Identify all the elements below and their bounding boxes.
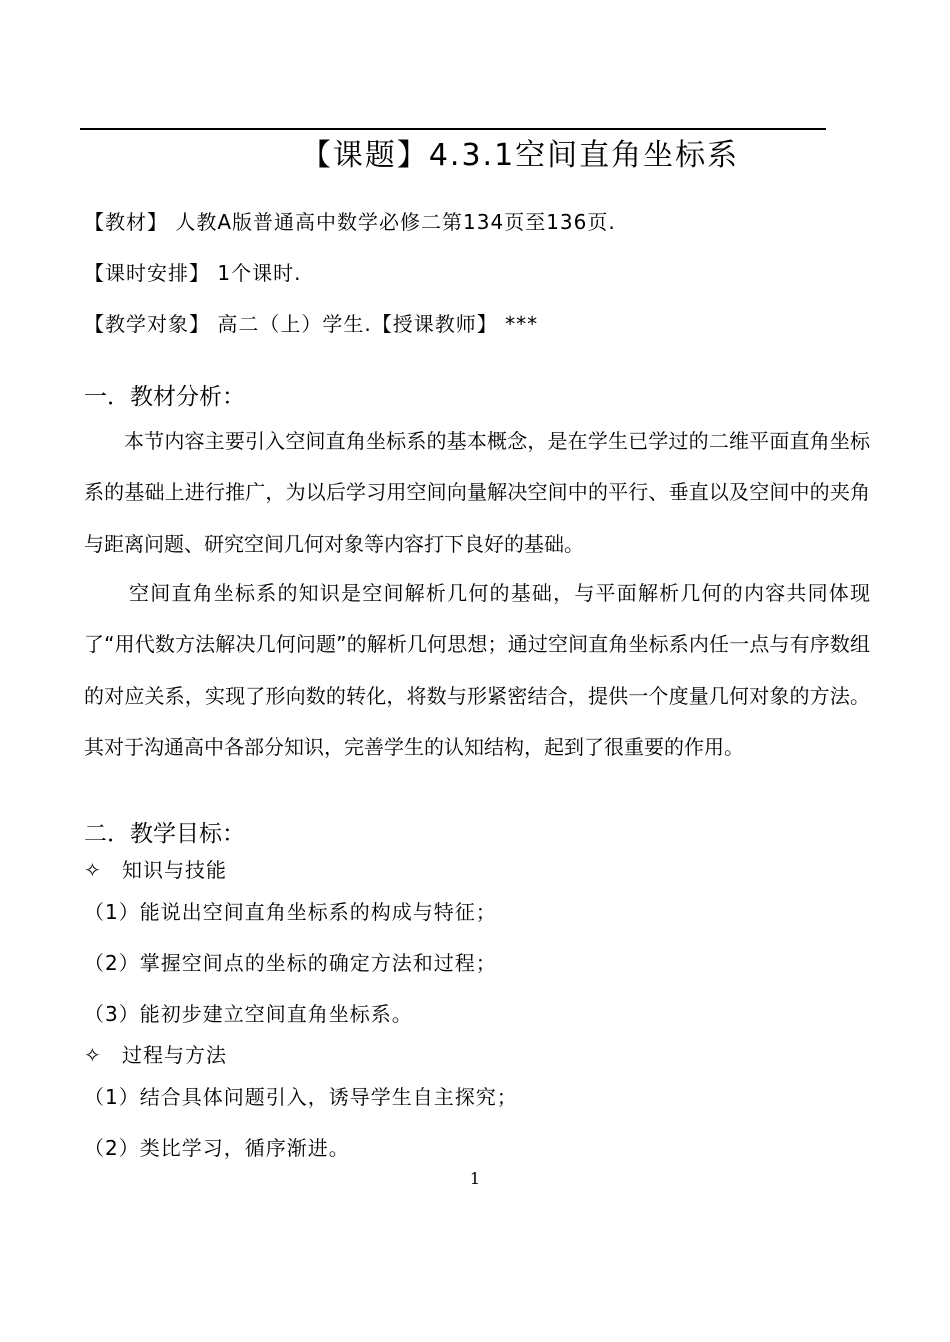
goal-item: （1）结合具体问题引入，诱导学生自主探究； (84, 1085, 518, 1109)
goal-item: （2）掌握空间点的坐标的确定方法和过程； (84, 951, 497, 975)
goal-group-label: 知识与技能 (122, 858, 227, 882)
sparkle-bullet-icon: ✧ (84, 858, 102, 882)
analysis-paragraph-2: 空间直角坐标系的知识是空间解析几何的基础，与平面解析几何的内容共同体现了“用代数方法解决几何问题”的解析几何思想；通过空间直角坐标系内任一点与有序数组的对应关系，实现了形向数的转化，将数与形紧密结合，提供一个度量几何对象的方法。其对于沟通高中各部分知识，完善学生的认知结构，起到了很重要的作用。 (84, 581, 870, 760)
textbook-info: 【教材】 人教A版普通高中数学必修二第134页至136页. (84, 210, 616, 234)
lesson-title: 【课题】4.3.1空间直角坐标系 (300, 138, 740, 173)
title-rule (80, 128, 826, 130)
goal-group-knowledge-skills (84, 856, 227, 884)
goal-group-process-method (84, 1041, 227, 1069)
goal-item: （2）类比学习，循序渐进。 (84, 1136, 350, 1160)
page-number: 1 (469, 1169, 481, 1188)
goal-item: （1）能说出空间直角坐标系的构成与特征； (84, 900, 497, 924)
goal-group-label: 过程与方法 (122, 1043, 227, 1067)
schedule-info: 【课时安排】 1个课时. (84, 261, 302, 285)
sparkle-bullet-icon: ✧ (84, 1043, 102, 1067)
goal-item: （3）能初步建立空间直角坐标系。 (84, 1002, 413, 1026)
section-heading-textbook-analysis: 一．教材分析： (84, 384, 245, 410)
section-heading-teaching-goals: 二．教学目标： (84, 821, 245, 847)
analysis-paragraph-1: 本节内容主要引入空间直角坐标系的基本概念，是在学生已学过的二维平面直角坐标系的基础上进行推广，为以后学习用空间向量解决空间中的平行、垂直以及空间中的夹角与距离问题、研究空间几何对象等内容打下良好的基础。 (84, 429, 870, 556)
audience-teacher-info: 【教学对象】 高二（上）学生.【授课教师】 *** (84, 312, 539, 336)
